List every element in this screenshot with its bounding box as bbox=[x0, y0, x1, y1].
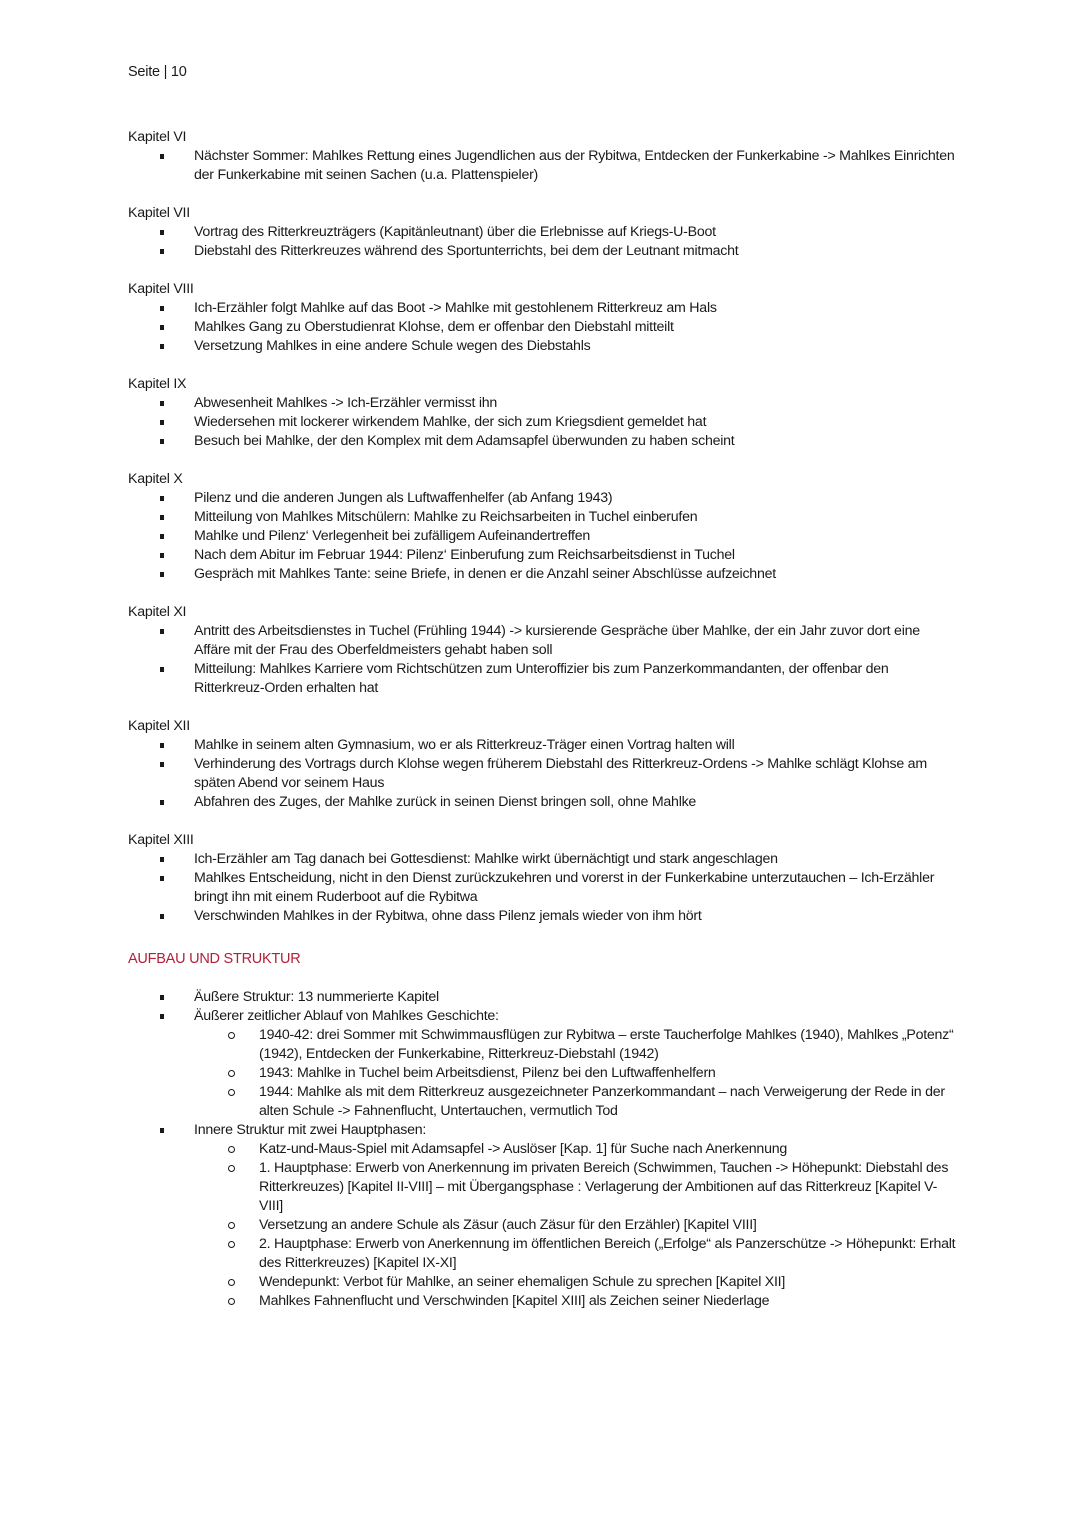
chapter-bullet-list bbox=[128, 147, 958, 185]
chapter-bullet-list bbox=[128, 223, 958, 261]
sub-item: Versetzung an andere Schule als Zäsur (auch Zäsur für den Erzähler) [Kapitel VIII] bbox=[194, 1216, 958, 1235]
chapter-block bbox=[128, 128, 958, 185]
chapter-block bbox=[128, 204, 958, 261]
chapter-block bbox=[128, 603, 958, 698]
sub-item: 2. Hauptphase: Erwerb von Anerkennung im öffentlichen Bereich („Erfolge“ als Panzerschütze -> Höhepunkt: Erhalt des Ritterkreuzes) [Kapitel IX-XI] bbox=[194, 1235, 958, 1273]
chapter-title: Kapitel XI bbox=[128, 604, 187, 620]
chapter-block bbox=[128, 717, 958, 812]
bullet-item: Diebstahl des Ritterkreuzes während des Sportunterrichts, bei dem der Leutnant mitmacht bbox=[128, 242, 958, 261]
sub-item: 1940-42: drei Sommer mit Schwimmausflügen zur Rybitwa – erste Taucherfolge Mahlkes (1940), Mahlkes „Potenz“ (1942), Entdecken der Funkerkabine, Ritterkreuz-Diebstahl (1942) bbox=[194, 1026, 958, 1064]
chapter-block bbox=[128, 831, 958, 926]
chapter-bullet-list bbox=[128, 394, 958, 451]
structure-item bbox=[128, 988, 958, 1007]
chapter-bullet-list bbox=[128, 489, 958, 584]
chapter-title: Kapitel XIII bbox=[128, 832, 194, 848]
sub-item: Katz-und-Maus-Spiel mit Adamsapfel -> Auslöser [Kap. 1] für Suche nach Anerkennung bbox=[194, 1140, 958, 1159]
structure-list bbox=[128, 988, 958, 1311]
chapter-bullet-list bbox=[128, 622, 958, 698]
chapter-bullet-list bbox=[128, 299, 958, 356]
chapter-list bbox=[128, 128, 958, 926]
chapter-title: Kapitel VI bbox=[128, 129, 187, 145]
chapter-title: Kapitel VII bbox=[128, 205, 190, 221]
bullet-item: Mahlke und Pilenz‘ Verlegenheit bei zufälligem Aufeinandertreffen bbox=[128, 527, 958, 546]
bullet-item: Ich-Erzähler folgt Mahlke auf das Boot -> Mahlke mit gestohlenem Ritterkreuz am Hals bbox=[128, 299, 958, 318]
bullet-item: Versetzung Mahlkes in eine andere Schule wegen des Diebstahls bbox=[128, 337, 958, 356]
bullet-item: Pilenz und die anderen Jungen als Luftwaffenhelfer (ab Anfang 1943) bbox=[128, 489, 958, 508]
chapter-title: Kapitel XII bbox=[128, 718, 190, 734]
sub-item: 1. Hauptphase: Erwerb von Anerkennung im privaten Bereich (Schwimmen, Tauchen -> Höhepunkt: Diebstahl des Ritterkreuzes) [Kapitel II-VIII] – mit Übergangsphase : Verlagerung der Ambitionen auf das Ritterkreuz [Kapitel V-VIII] bbox=[194, 1159, 958, 1216]
bullet-item: Ich-Erzähler am Tag danach bei Gottesdienst: Mahlke wirkt übernächtigt und stark angeschlagen bbox=[128, 850, 958, 869]
bullet-item: Antritt des Arbeitsdienstes in Tuchel (Frühling 1944) -> kursierende Gespräche über Mahlke, der ein Jahr zuvor dort eine Affäre mit der Frau des Oberfeldmeisters gehabt haben soll bbox=[128, 622, 958, 660]
bullet-item: Wiedersehen mit lockerer wirkendem Mahlke, der sich zum Kriegsdient gemeldet hat bbox=[128, 413, 958, 432]
bullet-item: Abfahren des Zuges, der Mahlke zurück in seinen Dienst bringen soll, ohne Mahlke bbox=[128, 793, 958, 812]
bullet-item: Besuch bei Mahlke, der den Komplex mit dem Adamsapfel überwunden zu haben scheint bbox=[128, 432, 958, 451]
chapter-title: Kapitel VIII bbox=[128, 281, 194, 297]
sub-item: Wendepunkt: Verbot für Mahlke, an seiner ehemaligen Schule zu sprechen [Kapitel XII] bbox=[194, 1273, 958, 1292]
bullet-item: Vortrag des Ritterkreuzträgers (Kapitänleutnant) über die Erlebnisse auf Kriegs-U-Boot bbox=[128, 223, 958, 242]
chapter-block bbox=[128, 280, 958, 356]
sub-item: Mahlkes Fahnenflucht und Verschwinden [Kapitel XIII] als Zeichen seiner Niederlage bbox=[194, 1292, 958, 1311]
document-content bbox=[128, 128, 958, 1311]
structure-item bbox=[128, 1121, 958, 1311]
page-number-header: Seite | 10 bbox=[128, 64, 187, 80]
bullet-item: Verschwinden Mahlkes in der Rybitwa, ohne dass Pilenz jemals wieder von ihm hört bbox=[128, 907, 958, 926]
bullet-item: Mitteilung von Mahlkes Mitschülern: Mahlke zu Reichsarbeiten in Tuchel einberufen bbox=[128, 508, 958, 527]
bullet-item: Verhinderung des Vortrags durch Klohse wegen früherem Diebstahl des Ritterkreuz-Ordens -> Mahlke schlägt Klohse am späten Abend vor seinem Haus bbox=[128, 755, 958, 793]
structure-item-text: Innere Struktur mit zwei Hauptphasen: bbox=[194, 1122, 427, 1138]
structure-item-text: Äußerer zeitlicher Ablauf von Mahlkes Geschichte: bbox=[194, 1008, 499, 1024]
bullet-item: Mitteilung: Mahlkes Karriere vom Richtschützen zum Unteroffizier bis zum Panzerkommandanten, der offenbar den Ritterkreuz-Orden erhalten hat bbox=[128, 660, 958, 698]
chapter-bullet-list bbox=[128, 736, 958, 812]
bullet-item: Mahlke in seinem alten Gymnasium, wo er als Ritterkreuz-Träger einen Vortrag halten will bbox=[128, 736, 958, 755]
section-heading: AUFBAU UND STRUKTUR bbox=[128, 951, 301, 967]
chapter-bullet-list bbox=[128, 850, 958, 926]
chapter-block bbox=[128, 375, 958, 451]
sub-item: 1943: Mahlke in Tuchel beim Arbeitsdienst, Pilenz bei den Luftwaffenhelfern bbox=[194, 1064, 958, 1083]
bullet-item: Nächster Sommer: Mahlkes Rettung eines Jugendlichen aus der Rybitwa, Entdecken der Funkerkabine -> Mahlkes Einrichten der Funkerkabine mit seinen Sachen (u.a. Plattenspieler) bbox=[128, 147, 958, 185]
bullet-item: Abwesenheit Mahlkes -> Ich-Erzähler vermisst ihn bbox=[128, 394, 958, 413]
structure-item-text: Äußere Struktur: 13 nummerierte Kapitel bbox=[194, 989, 439, 1005]
sub-list bbox=[194, 1140, 958, 1311]
bullet-item: Mahlkes Gang zu Oberstudienrat Klohse, dem er offenbar den Diebstahl mitteilt bbox=[128, 318, 958, 337]
sub-list bbox=[194, 1026, 958, 1121]
bullet-item: Gespräch mit Mahlkes Tante: seine Briefe, in denen er die Anzahl seiner Abschlüsse aufzeichnet bbox=[128, 565, 958, 584]
chapter-title: Kapitel IX bbox=[128, 376, 187, 392]
structure-item bbox=[128, 1007, 958, 1121]
sub-item: 1944: Mahlke als mit dem Ritterkreuz ausgezeichneter Panzerkommandant – nach Verweigerung der Rede in der alten Schule -> Fahnenflucht, Untertauchen, vermutlich Tod bbox=[194, 1083, 958, 1121]
chapter-title: Kapitel X bbox=[128, 471, 183, 487]
bullet-item: Nach dem Abitur im Februar 1944: Pilenz‘ Einberufung zum Reichsarbeitsdienst in Tuchel bbox=[128, 546, 958, 565]
bullet-item: Mahlkes Entscheidung, nicht in den Dienst zurückzukehren und vorerst in der Funkerkabine unterzutauchen – Ich-Erzähler bringt ihn mit einem Ruderboot auf die Rybitwa bbox=[128, 869, 958, 907]
chapter-block bbox=[128, 470, 958, 584]
